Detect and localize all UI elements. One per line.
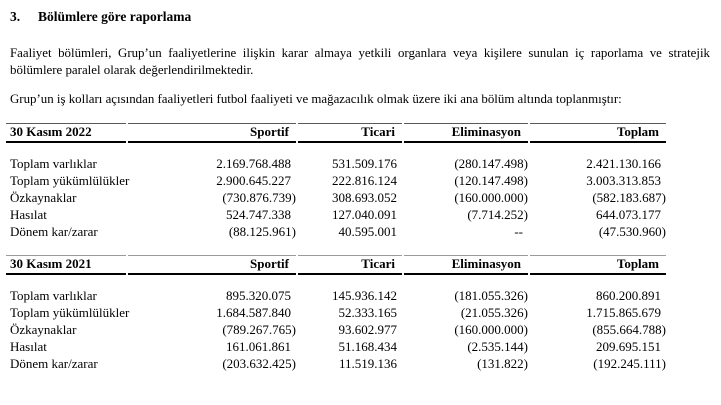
section-heading bbox=[10, 9, 711, 24]
cell-value: 1.684.587.840 bbox=[216, 304, 291, 320]
row-label: Dönem kar/zarar bbox=[10, 223, 98, 239]
column-header-ticari: Ticari bbox=[298, 255, 402, 275]
cell-value: (192.245.111) bbox=[593, 355, 666, 371]
cell-value: 524.747.338 bbox=[226, 206, 291, 222]
section-title: Bölümlere göre raporlama bbox=[38, 9, 192, 24]
table-header-row bbox=[6, 123, 666, 143]
cell-value: (855.664.788) bbox=[592, 321, 666, 337]
row-label: Toplam varlıklar bbox=[10, 155, 97, 171]
paragraph-segments-definition: Faaliyet bölümleri, Grup’un faaliyetlerine ilişkin karar almaya yetkili organlara veya kişilere sunulan iç raporlama ve stratejik bölümlere paralel olarak değerlendirilmektedir. bbox=[10, 46, 710, 77]
cell-value: 2.169.768.488 bbox=[216, 155, 291, 171]
cell-value: (2.535.144) bbox=[467, 338, 528, 354]
cell-value: 895.320.075 bbox=[226, 287, 291, 303]
row-label: Hasılat bbox=[10, 206, 47, 222]
table-body-2021 bbox=[6, 275, 666, 372]
cell-value: 222.816.124 bbox=[332, 172, 397, 188]
cell-value: (160.000.000) bbox=[454, 321, 528, 337]
row-label: Hasılat bbox=[10, 338, 47, 354]
column-header-ticari: Ticari bbox=[298, 123, 402, 143]
table-row bbox=[6, 321, 666, 338]
column-header-sportif: Sportif bbox=[128, 255, 296, 275]
paragraph-business-lines: Grup’un iş kolları açısından faaliyetleri futbol faaliyeti ve mağazacılık olmak üzere iki ana bölüm altında toplanmıştır: bbox=[10, 92, 622, 106]
period-header: 30 Kasım 2021 bbox=[6, 255, 126, 275]
row-label: Toplam yükümlülükler bbox=[10, 172, 130, 188]
row-label: Özkaynaklar bbox=[10, 189, 77, 205]
cell-value: 51.168.434 bbox=[338, 338, 397, 354]
table-row bbox=[6, 223, 666, 240]
column-header-toplam: Toplam bbox=[530, 123, 666, 143]
cell-value: (280.147.498) bbox=[454, 155, 528, 171]
cell-value: (131.822) bbox=[477, 355, 528, 371]
cell-value: (47.530.960) bbox=[598, 223, 666, 239]
cell-value: (120.147.498) bbox=[454, 172, 528, 188]
cell-value: 11.519.136 bbox=[338, 355, 397, 371]
cell-value: 644.073.177 bbox=[596, 206, 661, 222]
cell-value: (730.876.739) bbox=[222, 189, 296, 205]
row-label: Toplam varlıklar bbox=[10, 287, 97, 303]
row-label: Özkaynaklar bbox=[10, 321, 77, 337]
row-label: Dönem kar/zarar bbox=[10, 355, 98, 371]
cell-value: 127.040.091 bbox=[332, 206, 397, 222]
cell-value: (582.183.687) bbox=[592, 189, 666, 205]
row-label: Toplam yükümlülükler bbox=[10, 304, 130, 320]
section-number: 3. bbox=[10, 9, 21, 24]
cell-value: 2.421.130.166 bbox=[586, 155, 661, 171]
spacer-row bbox=[6, 275, 666, 287]
cell-value: 40.595.001 bbox=[338, 223, 397, 239]
cell-value: 52.333.165 bbox=[338, 304, 397, 320]
table-header-2022 bbox=[6, 123, 666, 143]
column-header-eliminasyon: Eliminasyon bbox=[404, 255, 528, 275]
table-row bbox=[6, 206, 666, 223]
segment-table-2022 bbox=[4, 123, 668, 240]
cell-value: (88.125.961) bbox=[228, 223, 296, 239]
segment-table-2021 bbox=[4, 255, 668, 372]
cell-value: 145.936.142 bbox=[332, 287, 397, 303]
cell-value: (7.714.252) bbox=[467, 206, 528, 222]
cell-value: 2.900.645.227 bbox=[216, 172, 291, 188]
cell-value: (181.055.326) bbox=[454, 287, 528, 303]
period-header: 30 Kasım 2022 bbox=[6, 123, 126, 143]
cell-value: 3.003.313.853 bbox=[586, 172, 661, 188]
table-header-row bbox=[6, 255, 666, 275]
table-row bbox=[6, 355, 666, 372]
cell-value: 1.715.865.679 bbox=[586, 304, 661, 320]
table-row bbox=[6, 189, 666, 206]
cell-value: -- bbox=[514, 223, 523, 239]
table-row bbox=[6, 172, 666, 189]
table-header-2021 bbox=[6, 255, 666, 275]
cell-value: 209.695.151 bbox=[596, 338, 661, 354]
table-row bbox=[6, 338, 666, 355]
table-row bbox=[6, 304, 666, 321]
table-row bbox=[6, 155, 666, 172]
cell-value: 93.602.977 bbox=[338, 321, 397, 337]
cell-value: (203.632.425) bbox=[222, 355, 296, 371]
cell-value: (789.267.765) bbox=[222, 321, 296, 337]
cell-value: 161.061.861 bbox=[226, 338, 291, 354]
cell-value: (21.055.326) bbox=[460, 304, 528, 320]
table-row bbox=[6, 287, 666, 304]
column-header-eliminasyon: Eliminasyon bbox=[404, 123, 528, 143]
cell-value: 860.200.891 bbox=[596, 287, 661, 303]
table-body-2022 bbox=[6, 143, 666, 240]
column-header-sportif: Sportif bbox=[128, 123, 296, 143]
cell-value: 531.509.176 bbox=[332, 155, 397, 171]
spacer-row bbox=[6, 143, 666, 155]
cell-value: 308.693.052 bbox=[332, 189, 397, 205]
column-header-toplam: Toplam bbox=[530, 255, 666, 275]
cell-value: (160.000.000) bbox=[454, 189, 528, 205]
